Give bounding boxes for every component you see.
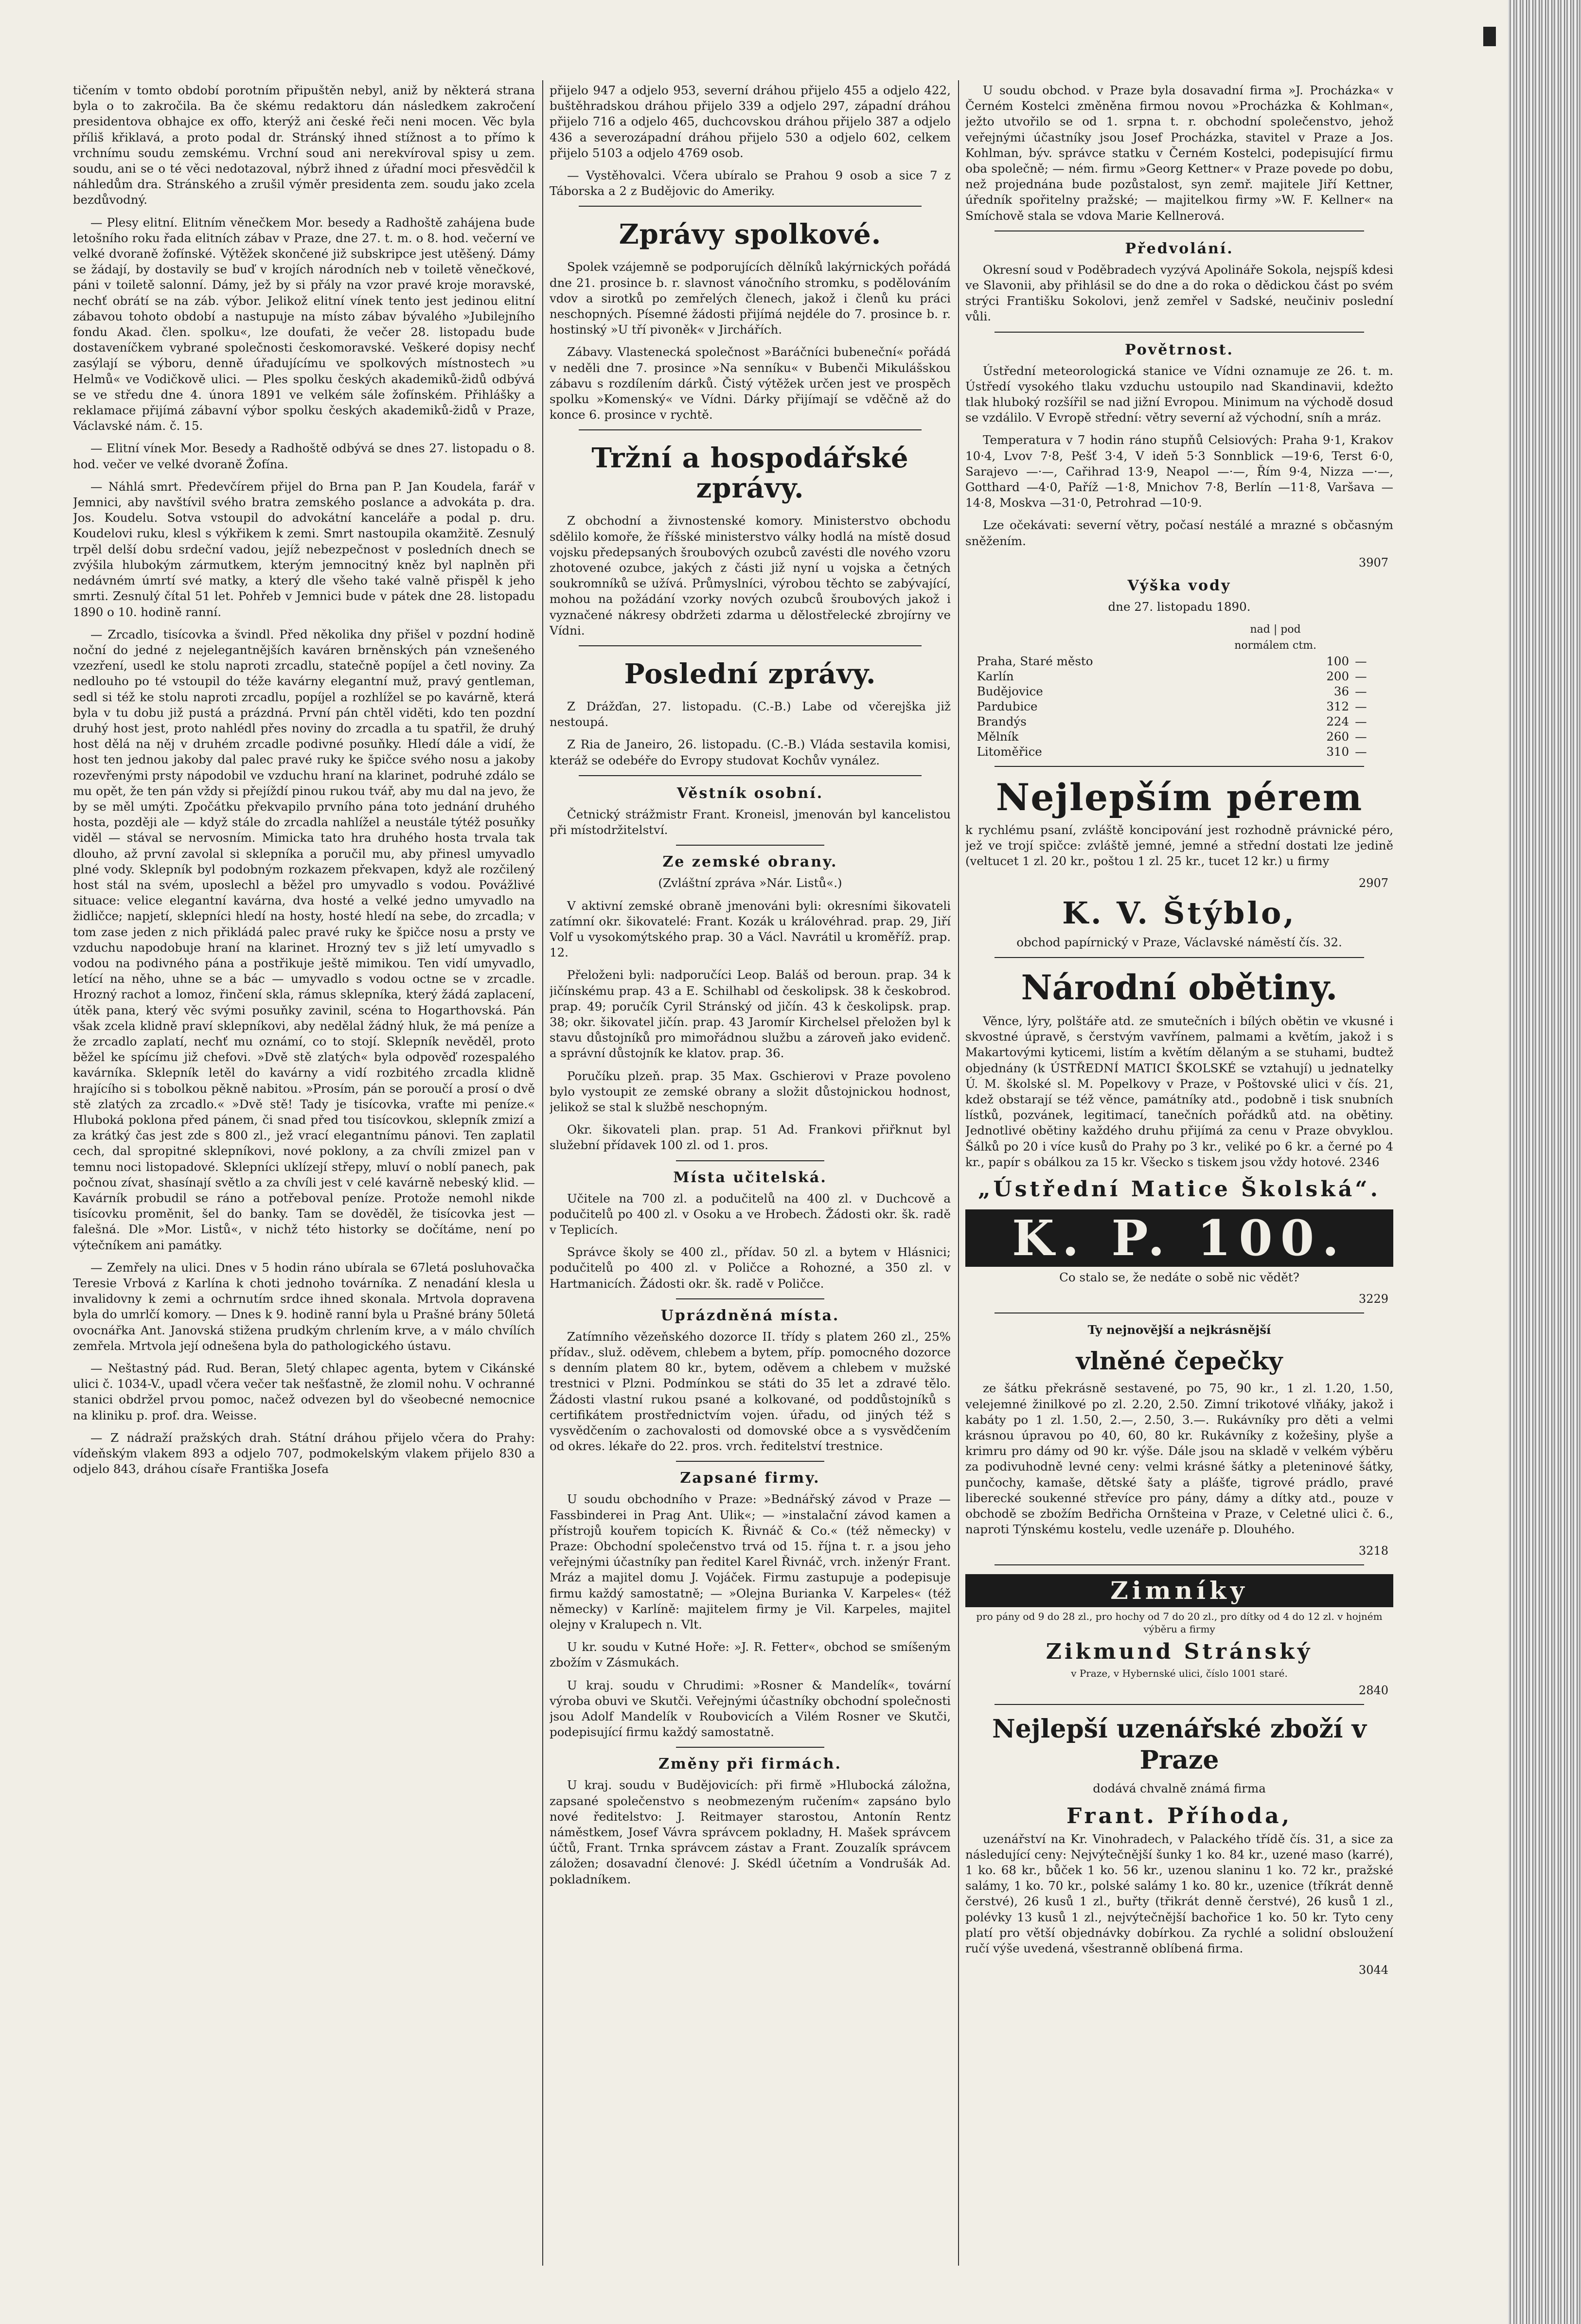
- ad-styblo-text: obchod papírnický v Praze, Václavské náměstí čís. 32.: [1016, 935, 1342, 949]
- article-text: Přeloženi byli: nadporučíci Leop. Baláš od beroun. prap. 34 k jičínskému prap. 43 a E. Schilhabl od českolipsk. 38 k českobrod. prap. 49; poručík Cyril Stránský od jičín. 43 k českolipsk. prap. 38; okr. šikovatel jičín. prap. 43 Jaromír Kirchelsel přeložen byl k stavu důstojníků pro mimořádnou službu a zároveň jako evidenč. a správní důstojník ke klatov. prap. 36.: [550, 968, 951, 1061]
- divider: [676, 1160, 824, 1161]
- divider: [676, 845, 824, 846]
- column-rule: [958, 80, 959, 2266]
- section-heading-firm-changes: Změny při firmách.: [658, 1756, 842, 1773]
- article-text: Okr. šikovateli plan. prap. 51 Ad. Frankovi přiřknut byl služební přídavek 100 zl. od 1. pros.: [550, 1122, 951, 1153]
- divider: [995, 1564, 1364, 1565]
- ad-zimniky-text: pro pány od 9 do 28 zl., pro hochy od 7 do 20 zl., pro dítky od 4 do 12 zl. v hojném výběru a firmy: [976, 1611, 1383, 1635]
- level-above: 224: [1326, 714, 1350, 729]
- ad-number: 3229: [1358, 1292, 1388, 1306]
- level-above: 310: [1326, 745, 1350, 759]
- divider: [995, 957, 1364, 958]
- station-name: Karlín: [977, 669, 1014, 684]
- level-above: 100: [1326, 654, 1350, 669]
- ad-uzeniny-headline: Nejlepší uzenářské zboží v Praze: [992, 1714, 1367, 1775]
- level-above: 312: [1326, 699, 1350, 714]
- water-level-table: [974, 621, 1385, 759]
- level-above: 260: [1326, 729, 1350, 744]
- article-died-street: — Zemřely na ulici. Dnes v 5 hodin ráno ubírala se 67letá posluhovačka Teresie Vrbová z Karlína k choti jednoho továrníka. Z nenadání klesla u invalidovny k zemi a ochrnutím srdce ihned skonala. Mrtvola dopravena byla do umrlčí komory. — Dnes k 9. hodině ranní byla u Prašné brány 50letá ovocnářka Ant. Janovská stižena prudkým chrlením krve, a v málo chvílích zemřela. Mrtvola její odnešena byla do pathologického ústavu.: [73, 1260, 535, 1353]
- article-text: Okresní soud v Poděbradech vyzývá Apolináře Sokola, nejspíš kdesi ve Slavonii, aby přihlásil se do dne a do roka o dědickou část po svém strýci Františku Sokolovi, jenž zemřel v Sadské, neučiniv poslední vůli.: [965, 262, 1393, 324]
- article-emigrants: — Vystěhovalci. Včera ubíralo se Prahou 9 osob a sice 7 z Táborska a 2 z Budějovic do Ameriky.: [550, 168, 951, 198]
- section-heading-defense: Ze zemské obrany.: [662, 853, 838, 871]
- table-row: [974, 654, 1385, 669]
- article-text: U kraj. soudu v Budějovicích: při firmě »Hlubocká záložna, zapsané společenstvo s neobmezeným ručením« zapsáno bylo nové ředitelstvo: J. Reitmayer starostou, Antonín Rentz náměstkem, Josef Vávra správcem pokladny, H. Mašek správcem účtů, Frant. Trnka správcem zástav a Frant. Zouzalík správcem záložen; dosavadní členové: J. Skédl účetním a Vondrušák Ad. pokladníkem.: [550, 1778, 951, 1886]
- ad-prihoda-text: uzenářství na Kr. Vinohradech, v Palackého třídě čís. 31, a sice za následující ceny: Nejvýtečnější šunky 1 ko. 84 kr., uzené maso (karré), 1 ko. 68 kr., bůček 1 ko. 56 kr., uzenou slaninu 1 ko. 72 kr., pražské salámy, 1 ko. 70 kr., polské salámy 1 ko. 80 kr., uzenice (tříkrát denně čerstvé), 26 kusů 1 zl., buřty (třikrát denně čerstvé), 26 kusů 1 zl., polévky 13 kusů 1 zl., nejvýtečnější bachořice 1 ko. 50 kr. Tyto ceny platí pro větší objednávky dobírkou. Za rychlé a solidní obsloužení ručí výše uvedená, všestranně oblíbená firma.: [965, 1831, 1393, 1955]
- column-rule: [542, 80, 543, 2266]
- level-below: —: [1355, 714, 1367, 729]
- table-row: [974, 744, 1385, 759]
- section-heading-weather: Povětrnost.: [1125, 341, 1234, 358]
- ad-number: 3907: [1358, 555, 1388, 569]
- article-text: U soudu obchod. v Praze byla dosavadní firma »J. Procházka« v Černém Kostelci změněna firmou novou »Procházka & Kohlman«, ježto utvořilo se od 1. srpna t. r. obchodní společenstvo, jehož veřejnými účastníky jsou Josef Procházka, stavitel v Praze a Jos. Kohlman, býv. správce statku v Černém Kostelci, podepisující firmu oba společně; — ném. firmu »Georg Kettner« v Praze povede po dobu, než projednána bude pozůstalost, syn zemř. majitele Jiří Kettner, úředník spořitelny pražské; — majitelkou firmy »W. F. Kellner« na Smíchově stala se vdova Marie Kellnerová.: [965, 83, 1393, 223]
- article-text: U kr. soudu v Kutné Hoře: »J. R. Fetter«, obchod se smíšeným zbožím v Zásmukách.: [550, 1640, 951, 1670]
- table-row: [974, 729, 1385, 744]
- article-text: Zatímního vězeňského dozorce II. třídy s platem 260 zl., 25% přídav., služ. oděvem, chlebem a bytem, příp. pomocného dozorce s denním platem 80 kr., bytem, oděvem a chlebem v mužské trestnici v Plzni. Podmínkou se státi do 35 let a zdravé tělo. Žádosti vlastní rukou psané a kolkované, od poddůstojníků s certifikátem prostřednictvím vojen. úřadu, od jiných též s vysvědčením o zachovalosti od domovské obce a s vysvědčením od okres. lékaře do 22. pros. vrch. ředitelství trestnice.: [550, 1329, 951, 1454]
- ad-number: 3218: [1358, 1544, 1388, 1558]
- table-row: [974, 669, 1385, 684]
- article-text: Poručíku plzeň. prap. 35 Max. Gschierovi v Praze povoleno bylo vystoupit ze zemské obrany a složit důstojnickou hodnost, jelikož se stal k službě neschopným.: [550, 1068, 951, 1114]
- weather-forecast: Lze očekávati: severní větry, počasí nestálé a mrazné s občasným sněžením.: [965, 518, 1393, 548]
- ad-stransky-name: Zikmund Stránský: [1046, 1639, 1313, 1665]
- divider: [676, 1461, 824, 1462]
- ad-styblo-name: K. V. Štýblo,: [1062, 895, 1297, 931]
- section-heading-market: Tržní a hospodářské zprávy.: [591, 442, 909, 505]
- article-text: Z obchodní a živnostenské komory. Ministerstvo obchodu sdělilo komoře, že říšské ministerstvo války hodlá na místě dosud vojsku předepsaných šroubových ozubců zavésti dle nového vzoru zhotovené ozubce, jakých z části již nyní u vojska a četných soukromníků se užívá. Průmyslníci, výrobou těchto se zabývající, mohou na požádání vzorky nových ozubců šroubových jakož i vyznačené nákresy obdržeti zdarma u dělostřelecké zbrojírny ve Vídni.: [550, 514, 951, 638]
- divider: [995, 332, 1364, 333]
- article-text: přijelo 947 a odjelo 953, severní dráhou přijelo 455 a odjelo 422, buštěhradskou dráhou přijelo 339 a odjelo 297, západní dráhou přijelo 716 a odjelo 465, duchcovskou dráhou přijelo 387 a odjelo 436 a severozápadní dráhou přijelo 530 a odjelo 602, celkem přijelo 5103 a odjelo 4769 osob.: [550, 83, 951, 160]
- section-heading-firms: Zapsané firmy.: [680, 1470, 820, 1487]
- level-below: —: [1355, 669, 1367, 684]
- section-heading-water-level: Výška vody: [1127, 577, 1231, 594]
- table-row: [974, 684, 1385, 699]
- article-text: V aktivní zemské obraně jmenováni byli: okresními šikovateli zatímní okr. šikovatelé: Frant. Kozák u královéhrad. prap. 29, Jiří Volf u vysokomýtského prap. 30 a Václ. Navrátil u kroměříž. prap. 12.: [550, 898, 951, 960]
- level-below: —: [1355, 684, 1367, 699]
- column-3: [965, 83, 1393, 2266]
- article-text: Učitele na 700 zl. a podučitelů na 400 zl. v Duchcově a podučitelů po 400 zl. v Osoku a ve Hrobech. Žádosti okr. šk. radě v Teplicích.: [550, 1191, 951, 1237]
- ad-stransky-address: v Praze, v Hybernské ulici, číslo 1001 staré.: [1071, 1668, 1288, 1680]
- article-text: Četnický strážmistr Frant. Kroneisl, jmenován byl kancelistou při místodržitelství.: [550, 807, 951, 837]
- level-below: —: [1355, 654, 1367, 669]
- corner-mark: [1483, 27, 1496, 46]
- water-date: dne 27. listopadu 1890.: [1108, 599, 1251, 614]
- station-name: Budějovice: [977, 684, 1043, 699]
- section-heading-latest-news: Poslední zprávy.: [624, 658, 876, 691]
- article-text: U kraj. soudu v Chrudimi: »Rosner & Mandelík«, tovární výroba obuvi ve Skutči. Veřejnými účastníky obchodní společnosti jsou Adolf Mandelík v Roubovicích a Vilém Rosner ve Skutči, podepisující firmu každý samostatně.: [550, 1678, 951, 1739]
- divider: [579, 429, 922, 430]
- ad-matice-name: „Ústřední Matice Školská“.: [978, 1176, 1381, 1202]
- ad-pen-headline: Nejlepším pérem: [995, 776, 1363, 819]
- section-heading-personal: Věstník osobní.: [676, 784, 824, 802]
- table-header: normálem ctm.: [1234, 639, 1317, 652]
- divider: [676, 1298, 824, 1299]
- table-header-row: [974, 638, 1385, 654]
- ad-cepecky-top: Ty nejnovější a nejkrásnější: [1087, 1323, 1271, 1337]
- divider: [995, 1704, 1364, 1705]
- article-unfortunate-fall: — Neštastný pád. Rud. Beran, 5letý chlapec agenta, bytem v Cikánské ulici č. 1034-V., upadl včera večer tak nešťastně, že zlomil nohu. V ochranné stanici obdržel prvou pomoc, načež odvezen byl do všeobecné nemocnice na kliniku p. prof. dra. Weisse.: [73, 1361, 535, 1422]
- section-heading-vacancies: Uprázdněná místa.: [660, 1307, 840, 1324]
- section-heading-teaching: Místa učitelská.: [673, 1169, 827, 1186]
- ad-cepecky-text: ze šátku překrásně sestavené, po 75, 90 kr., 1 zl. 1.20, 1.50, velejemné žinilkové po zl. 2.20, 2.50. Zimní trikotové vlňáky, jakož i kabáty po 1 zl. 1.50, 2.—, 2.50, 3.—. Rukávníky pro děti a velmi krásnou úpravou po 40, 60, 80 kr. Rukávníky z kožešiny, plyše a krimru pro dámy od 90 kr. výše. Dále jsou na skladě v velkém výběru za podivuhodně levné ceny: velmi krásné šátky a pleteninové šátky, punčochy, kamaše, dětské šaty a plášťe, tigrové prádlo, pravé liberecké soukenné střevíce pro pány, dámy a dítky atd., pouze v obchodě se zbožím Bedřicha Ornšteina v Praze, v Celetné ulici č. 6., naproti Týnskému kostelu, vedle uzenáře p. Dlouhého.: [965, 1381, 1393, 1537]
- ad-kp-banner: K. P. 100.: [965, 1209, 1393, 1267]
- table-header-row: [974, 621, 1385, 638]
- article-railway-stations: — Z nádraží pražských drah. Státní dráhou přijelo včera do Prahy: vídeňským vlakem 893 a odjelo 707, podmokelským vlakem přijelo 830 a odjelo 843, dráhou císaře Františka Josefa: [73, 1430, 535, 1476]
- article-text: Spolek vzájemně se podporujících dělníků lakýrnických pořádá dne 21. prosince b. r. slavnost vánočního stromku, s podělováním vdov a sirotků po zemřelých členech, jakož i členů ku práci neschopných. Písemné žádosti přijímá nejdéle do 7. prosince b. r. hostinský »U tří pivoněk« v Jirchářích.: [550, 260, 951, 337]
- section-subheading: (Zvláštní zpráva »Nár. Listů«.): [658, 876, 842, 890]
- ad-number: 3044: [1358, 1963, 1388, 1977]
- article-text: Zábavy. Vlastenecká společnost »Baráčníci bubeneční« pořádá v neděli dne 7. prosince »Na senníku« v Bubenči Mikulášskou zábavu s rozdílením dárků. Čistý výtěžek určen jest ve prospěch spolku »Komenský« ve Vídni. Dárky přijímají se vděčně až do konce 6. prosince v rychtě.: [550, 345, 951, 422]
- ad-zimniky-headline: Zimníky: [965, 1574, 1393, 1607]
- station-name: Brandýs: [977, 714, 1027, 729]
- article-rio: Z Ria de Janeiro, 26. listopadu. (C.-B.) Vláda sestavila komisi, kteráž se odebéře do Evropy studovat Kochův vynález.: [550, 737, 951, 767]
- level-below: —: [1355, 699, 1367, 714]
- article-sudden-death: — Náhlá smrt. Předevčírem přijel do Brna pan P. Jan Koudela, farář v Jemnici, aby navštívil svého bratra zemského poslance a advokáta p. dra. Jos. Koudelu. Sotva vstoupil do advokátní kanceláře a podal p. dru. Koudelovi ruku, klesl s výkřikem k zemi. Smrt nastoupila okamžitě. Zesnulý trpěl delší dobu srdeční vadou, jejíž nebezpečnost v posledních dnech se zvýšila hlubokým zármutkem, kterým jemnocitný kněz byl naplněn při nedávném úmrtí své matky, a který dle všeho také valně přispěl k jeho smrti. Zesnulý čítal 51 let. Pohřeb v Jemnici bude v pátek dne 28. listopadu 1890 o 10. hodině ranní.: [73, 479, 535, 619]
- divider: [579, 775, 922, 776]
- divider: [579, 206, 922, 207]
- section-heading-summons: Předvolání.: [1125, 240, 1234, 257]
- column-2: [550, 83, 951, 2266]
- station-name: Mělník: [977, 729, 1019, 744]
- level-below: —: [1355, 745, 1367, 759]
- level-above: 36: [1333, 684, 1350, 699]
- table-header: nad | pod: [1250, 623, 1301, 636]
- divider: [676, 1747, 824, 1748]
- ad-obetiny-headline: Národní obětiny.: [1021, 967, 1338, 1008]
- divider: [579, 645, 922, 646]
- ad-uzeniny-sub: dodává chvalně známá firma: [1093, 1781, 1266, 1796]
- article-elite-balls: — Plesy elitní. Elitním věnečkem Mor. besedy a Radhoště zahájena bude letošního roku řada elitních zábav v Praze, dne 27. t. m. o 8. hod. večerní ve velké dvoraně žofínské. Výtěžek skončené již subskripce jest utěšený. Dámy se žádají, by dostavily se buď v krojích národních neb v toiletě věnečkové, páni v toiletě salonní. Dámy, jež by si přály na vzor pravé kroje moravské, nechť obrátí se na záb. výbor. Jelikož elitní vínek tento jest jedinou elitní zábavou tohoto období a nastupuje na místo zábav bývalého »Jubilejního fondu Akad. člen. spolku«, lze doufati, že večer 28. listopadu bude dostaveníčkem vybrané společnosti českomoravské. Veškeré dopisy nechť zasýlají se výboru, denně úřadujícímu ve spolkových místnostech »u Helmů« ve Vodičkově ulici. — Ples spolku českých akademiků-židů odbývá se ve středu dne 4. února 1891 ve velkém sále žofínském. Přihlášky a reklamace přijímá zábavní výbor spolku českých akademiků-židů v Praze, Václavské nám. č. 15.: [73, 215, 535, 433]
- ad-prihoda-name: Frant. Příhoda,: [1066, 1803, 1293, 1828]
- article-text: Ústřední meteorologická stanice ve Vídni oznamuje ze 26. t. m. Ústředí vysokého tlaku vzduchu ustoupilo nad Skandinavii, kdežto tlak hluboký rozšířil se nad jižní Evropou. Minimum na východě dosud se vzdálilo. V Evropě střední: větry severní až východní, sníh a mráz.: [965, 363, 1393, 425]
- weather-temperatures: Temperatura v 7 hodin ráno stupňů Celsiových: Praha 9·1, Krakov 10·4, Lvov 7·8, Pešť 3·4, V ideň 5·3 Sonnblick —19·6, Terst 6·0, Sarajevo —·—, Cařihrad 13·9, Neapol —·—, Řím 9·4, Nizza —·—, Gotthard —4·0, Paříž —1·8, Mnichov 7·8, Berlín —11·8, Varšava —14·8, Moskva —31·0, Petrohrad —10·9.: [965, 433, 1393, 510]
- station-name: Litoměřice: [977, 745, 1042, 759]
- article-text: tičením v tomto období porotním připuštěn nebyl, aniž by některá strana byla o to zakročila. Ba če skému redaktoru dán následkem zakročení presidentova obhajce ex offo, kterýž ani české řeči neni mocen. Věc byla příliš křiklavá, a proto podal dr. Stránský ihned stížnost a to přímo k vrchnímu soudu zemskému. Vrchní soud ani nerekvíroval spisy u zem. soudu, ani se o té věci nedotazoval, nýbrž ihned z úřadní moci přesvědčil k náhledům dra. Stránského a zrušil výměr presidenta zem. soudu jako zcela bezdůvodný.: [73, 83, 535, 207]
- article-text: U soudu obchodního v Praze: »Bednářský závod v Praze — Fassbinderei in Prag Ant. Ulik«; — »instalační závod kamen a přístrojů kouřem topicích K. Řivnáč & Co.« (též německy) v Praze: Obchodní společenstvo trvá od 15. října t. r. a jsou jeho veřejnými účastníky pan ředitel Karel Řivnáč, vrch. inženýr Frant. Mráz a majitel domu J. Vojáček. Firmu zastupuje a podepisuje firmu každý samostatně; — »Olejna Burianka V. Karpeles« (též německy) v Karlíně: majitelem firmy je Vil. Karpeles, majitel olejny v Kralupech n. Vlt.: [550, 1492, 951, 1632]
- article-text: Správce školy se 400 zl., přídav. 50 zl. a bytem v Hlásnici; podučitelů po 400 zl. v Poličce a Rohozné, a 350 zl. v Hartmanicích. Žádosti okr. šk. radě v Poličce.: [550, 1245, 951, 1291]
- ad-cepecky-headline: vlněné čepečky: [1076, 1347, 1283, 1376]
- ad-number: 2840: [1358, 1684, 1388, 1698]
- level-above: 200: [1326, 669, 1350, 684]
- article-elite-wreath: — Elitní vínek Mor. Besedy a Radhoště odbývá se dnes 27. listopadu o 8. hod. večer ve velké dvoraně Žofína.: [73, 441, 535, 471]
- level-below: —: [1355, 729, 1367, 744]
- divider: [995, 766, 1364, 767]
- table-row: [974, 699, 1385, 714]
- table-row: [974, 714, 1385, 729]
- section-heading-associations: Zprávy spolkové.: [619, 218, 882, 251]
- ad-number: 2907: [1358, 876, 1388, 890]
- page-edge-decoration: [1508, 0, 1581, 2324]
- article-dresden: Z Drážďan, 27. listopadu. (C.-B.) Labe od včerejška již nestoupá.: [550, 699, 951, 729]
- station-name: Praha, Staré město: [977, 654, 1093, 669]
- ad-pen-text: k rychlému psaní, zvláště koncipování jest rozhodně právnické péro, jež ve trojí spičce: zvláště jemné, jemné a střední dostati lze jedině (veltucet 1 zl. 20 kr., poštou 1 zl. 25 kr., tucet 12 kr.) u firmy: [965, 823, 1393, 869]
- ad-obetiny-text: Věnce, lýry, polštáře atd. ze smutečních i bílých obětin ve vkusné i skvostné úpravě, s čerstvým vavřínem, palmami a květím, jakož i s Makartovými kyticemi, listím a květím dělaným a se stuhami, budtež objednány (k ÚSTŘEDNÍ MATICI ŠKOLSKÉ se vztahují) u jednatelky Ú. M. školské sl. M. Popelkovy v Praze, v Poštovské ulici v čís. 21, kdež obstarají se též věnce, památníky atd., podobně i tisk snubních lístků, pozvánek, legitimací, tanečních pořádků atd. na obětiny. Jednotlivé obětiny každého druhu přijímá za cenu v Praze obvyklou. Šálků po 20 i více kusů do Prahy po 3 kr., veliké po 6 kr. a černé po 4 kr., papír s obálkou za 15 kr. Všecko s tiskem jsou vždy hotové. 2346: [965, 1013, 1393, 1169]
- column-1: [73, 83, 535, 2266]
- article-mirror-swindle: — Zrcadlo, tisícovka a švindl. Před několika dny přišel v pozdní hodině noční do jedné z nejelegantnějších kaváren brněnských pán vznešeného vzezření, usedl ke stolu naproti zrcadlu, statečně popíjel a četl noviny. Za nedlouho po té vstoupil do téže kavárny elegantní muž, pravý gentleman, sedl si též ke stolu naproti zrcadlu, popíjel a rozhlížel se po kavárně, která byla v tu dobu již pustá a prázdná. První pán chtěl viděti, kdo ten pozdní druhý host jest, proto nahlédl přes noviny do zrcadla a tu spatřil, že druhý host dělá na něj v druhém zrcadle podivné posuňky. Hledí dále a vidí, že host ten jednou jakoby dal palec pravé ruky ke špičce svého nosu a jakoby rozevřenými prsty nápodobil ve vzduchu hraní na klarinet, podruhé zdálo se mu opět, že ten pán vždy si přejíždí pinou rukou tvář, aby mu dal na jevo, že by se měl umýti. Zpočátku překvapilo prvního pána toto jednání druhého hosta, později ale — když stále do zrcadla nahlížel a neustále týtéž posuňky viděl — stával se nervosním. Mimicka tato hra druhého hosta trvala tak dlouho, až první zavolal si sklepníka a poručil mu, aby přinesl umyvadlo plné vody. Sklepník byl podobným rozkazem překvapen, když ale rozčilený host stál na svém, uposlechl a běžel pro umyvadlo s vodou. Povážlivé situace: velice elegantní kavárna, dva hosté a velké jedno umyvadlo na židličce; napjetí, sklepníci hledí na hosty, hosté hledí na sebe, do zrcadla; v tom zase jeden z nich přikládá palec pravé ruky ke špičce nosu a prsty ve vzduchu napodobuje hraní na klarinet. Hrozný tev s již letí umyvadlo s vodou na podivného pána a postřikuje ještě mimikou. Ten vidí umyvadlo, letící na něho, uhne se a bác — umyvadlo s vodou octne se v zrcadle. Hrozný rachot a lomoz, řinčení skla, rámus sklepníka, který žádá zaplacení, útěk pana, který věc svými posuňky zavinil, scéna to Hogarthovská. Pán však zcela klidně praví sklepníkovi, aby nedělal žádný hluk, že má peníze a že zrcadlo zaplatí, nechť mu oznámí, co to stojí. Sklepník nevěděl, proto běžel ke spícímu již chefovi. »Dvě stě zlatých« byla odpověď rozespalého kavárníka. Sklepník letěl do kavárny a vidí rozbitého zrcadla klidně hrajícího si s tobolkou pěkně nabitou. »Prosím, pán se poroučí a prosí o dvě stě zlatých za zrcadlo.« »Dvě stě! Tady je tisícovka, vraťte mi peníze.« Hluboká poklona před pánem, či snad před tou tisícovkou, sklepník zmizí a za krátký čas jest zde s 800 zl., jež vrací elegantnímu pánovi. Ten zaplatil cech, dal spropitné sklepníkovi, nové poklony, a za chvíli zmizel pan v temnu noci listopadové. Sklepníci uklízejí střepy, mluví o noblí panech, pak počnou zívat, shasínají světlo a za chvíli jest v celé kavárně nebeský klid. — Kavárník probudil se ráno a potřeboval peníze. Protože nemohl nikde tisícovku proměnit, šel do banky. Tam se dověděl, že tisícovka jest — falešná. Dle »Mor. Listů«, v nichž této historky se dočítáme, není po výtečníkem ani památky.: [73, 627, 535, 1252]
- station-name: Pardubice: [977, 699, 1038, 714]
- ad-kp-text: Co stalo se, že nedáte o sobě nic vědět?: [1059, 1270, 1299, 1284]
